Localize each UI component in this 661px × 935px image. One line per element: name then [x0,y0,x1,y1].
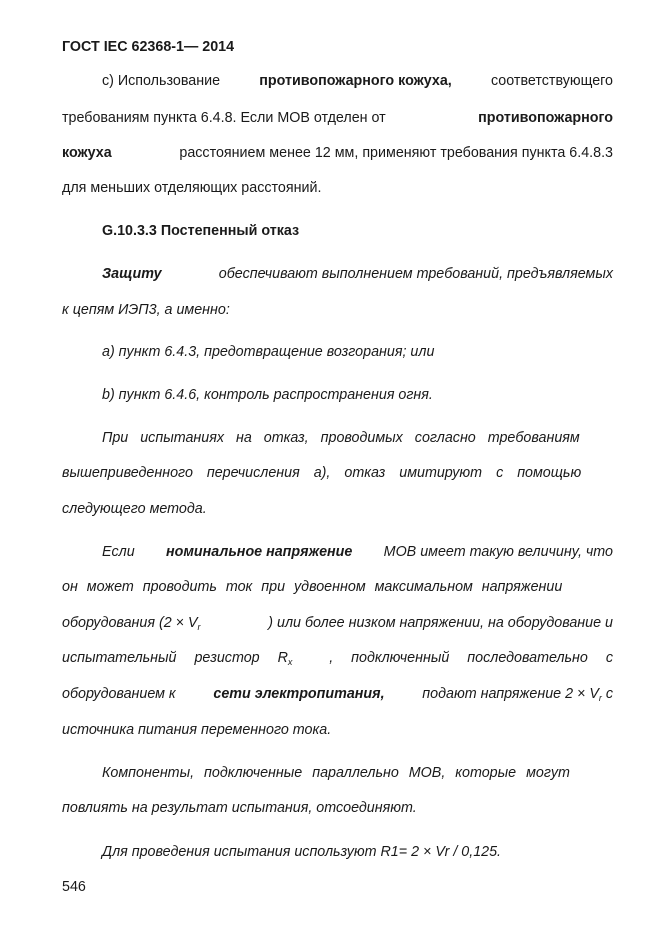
document-header: ГОСТ IEC 62368-1— 2014 [62,39,235,55]
para-tests-text: При испытаниях на отказ, проводимых согласно требованиям [102,430,580,446]
para-voltage-text: Если [102,544,135,560]
para-tests-line-2 [62,466,613,480]
para-voltage-text [62,651,292,665]
para-r1: Для проведения испытания используют R1= 2 × Vr / 0,125. [102,844,502,860]
para-voltage-text [62,616,201,630]
para-tests-line-1 [102,431,613,445]
subscript-x: x [287,657,293,667]
para-protect-text: обеспечивают выполнением требований, предъявляемых [218,266,613,282]
para-voltage-line-1 [102,545,613,559]
para-c-text: расстоянием менее 12 мм, применяют требования пункта 6.4.8.3 [179,145,613,161]
para-voltage-text: испытательный резистор R [62,650,288,666]
para-voltage-text: он может проводить ток при удвоенном максимальном напряжении [62,579,563,595]
para-voltage-line-4 [62,651,613,665]
defined-term-protection: Защиту [102,266,162,282]
para-voltage-text: МОВ имеет такую величину, что [383,544,613,560]
para-protect-line-2: к цепям ИЭП3, а именно: [62,302,230,318]
para-voltage-text: , подключенный последовательно с [329,650,613,666]
para-tests-text: вышеприведенного перечисления а), отказ имитируют с помощью [62,465,582,481]
defined-term-fire-enclosure: противопожарного кожуха, [259,73,452,89]
defined-term-rated-voltage: номинальное напряжение [165,544,353,560]
list-item-a: а) пункт 6.4.3, предотвращение возгорания; или [102,344,435,360]
section-heading: G.10.3.3 Постепенный отказ [102,223,300,239]
para-protect-line-1 [102,267,613,281]
subscript-r: r [598,693,602,703]
defined-term-fire-enclosure: противопожарного [478,110,613,126]
para-c-text: требованиям пункта 6.4.8. Если МОВ отделен от [62,110,386,126]
para-c-line-1 [102,74,613,88]
para-c-line-3 [62,146,613,160]
para-components-line-2: повлиять на результат испытания, отсоединяют. [62,800,417,816]
para-voltage-line-6: источника питания переменного тока. [62,722,332,738]
list-item-b: b) пункт 6.4.6, контроль распространения огня. [102,387,433,403]
para-components-line-1 [102,766,613,780]
para-c-line-4: для меньших отделяющих расстояний. [62,180,322,196]
defined-term-enclosure: кожуха [62,145,112,161]
para-voltage-text: ) или более низком напряжении, на оборудование и [268,615,613,631]
para-voltage-line-3 [62,616,613,630]
para-voltage-text: с [601,686,613,702]
para-components-text: Компоненты, подключенные параллельно МОВ, которые могут [102,765,570,781]
para-voltage-text: подают напряжение 2 × V [422,686,599,702]
subscript-r: r [197,622,201,632]
para-voltage-text: оборудованием к [62,686,176,702]
para-voltage-line-5 [62,687,613,701]
para-voltage-text: оборудования (2 × V [62,615,198,631]
para-voltage-text [422,687,613,701]
para-c-text: соответствующего [491,73,613,89]
para-c-text: c) Использование [102,73,221,89]
defined-term-mains: сети электропитания, [213,686,385,702]
para-c-line-2 [62,111,613,125]
page-number: 546 [62,879,86,895]
para-voltage-line-2 [62,580,613,594]
para-tests-line-3: следующего метода. [62,501,207,517]
